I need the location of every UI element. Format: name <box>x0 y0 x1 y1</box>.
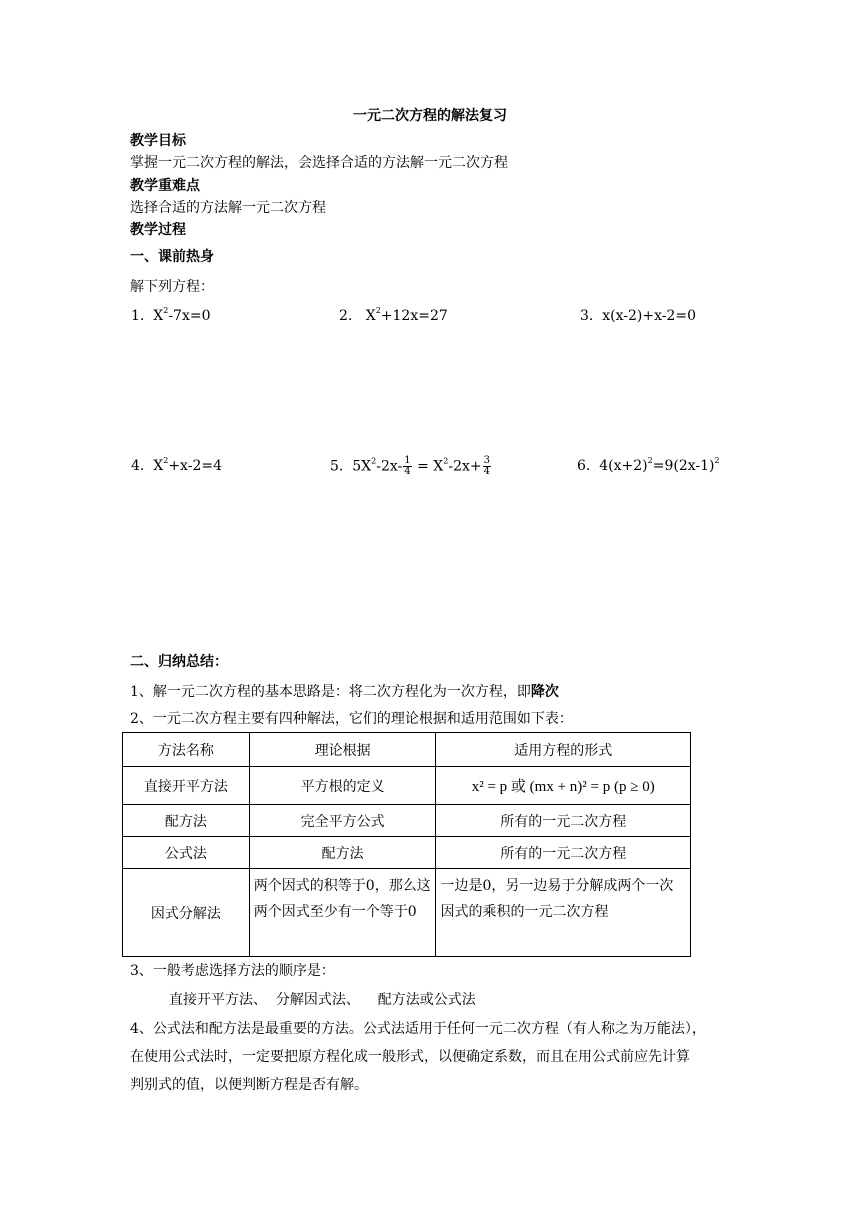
exponent: 2 <box>647 456 653 465</box>
fraction-denominator: 4 <box>404 466 411 477</box>
exponent: 2 <box>714 456 720 465</box>
table-cell-form: 所有的一元二次方程 <box>436 837 691 869</box>
equation-number: 5. <box>330 458 344 475</box>
table-row <box>123 805 691 837</box>
table-cell-basis: 两个因式的积等于0，那么这两个因式至少有一个等于0 <box>249 869 436 957</box>
summary-item-4-line-3: 判别式的值，以便判断方程是否有解。 <box>130 1077 368 1093</box>
exponent: 2 <box>371 456 377 466</box>
table-cell-method: 配方法 <box>123 805 250 837</box>
goal-text: 掌握一元二次方程的解法，会选择合适的方法解一元二次方程 <box>130 155 508 171</box>
goal-heading: 教学目标 <box>130 133 186 149</box>
section2-heading: 二、归纳总结： <box>130 654 228 670</box>
equation-number: 6. <box>577 458 591 474</box>
table-cell-method: 直接开平方法 <box>123 767 250 805</box>
table-header: 适用方程的形式 <box>436 733 691 767</box>
section1-intro: 解下列方程： <box>130 279 214 295</box>
summary-item-1-keyword: 降次 <box>530 684 559 700</box>
summary-item-1-text: 1、解一元二次方程的基本思路是：将二次方程化为一次方程，即 <box>130 684 531 700</box>
equation-1 <box>131 306 211 326</box>
equation-part: x(x-2)+x-2=0 <box>602 308 697 324</box>
equation-part: = X <box>412 458 444 475</box>
equation-part: X <box>365 308 376 324</box>
table-cell-basis: 平方根的定义 <box>249 767 436 805</box>
table-row <box>123 767 691 805</box>
equation-4 <box>131 456 222 476</box>
table-row <box>123 869 691 957</box>
summary-item-2: 2、一元二次方程主要有四种解法，它们的理论根据和适用范围如下表： <box>130 711 573 727</box>
equation-part: +12x=27 <box>380 308 448 324</box>
fraction <box>403 456 411 477</box>
summary-item-1 <box>130 682 559 702</box>
equation-2 <box>339 306 448 326</box>
table-header-row <box>123 733 691 767</box>
equation-part: X <box>153 458 164 474</box>
summary-item-4-line-1: 4、公式法和配方法是最重要的方法。公式法适用于任何一元二次方程（有人称之为万能法）， <box>130 1021 706 1037</box>
equation-part: +x-2=4 <box>168 458 222 474</box>
table-cell-basis: 完全平方公式 <box>249 805 436 837</box>
table-header: 方法名称 <box>123 733 250 767</box>
equation-number: 3. <box>580 308 594 324</box>
exponent: 2 <box>375 306 381 315</box>
equation-part: -2x- <box>376 458 403 475</box>
fraction-denominator: 4 <box>483 466 490 477</box>
equation-number: 4. <box>131 458 145 474</box>
table-cell-form: 一边是0，另一边易于分解成两个一次因式的乘积的一元二次方程 <box>436 869 691 957</box>
table-cell-method: 因式分解法 <box>123 869 250 957</box>
exponent: 2 <box>163 456 169 465</box>
fraction-numerator: 1 <box>404 455 411 466</box>
table-cell-basis: 配方法 <box>249 837 436 869</box>
equation-6 <box>577 456 720 476</box>
table-cell-method: 公式法 <box>123 837 250 869</box>
equation-5 <box>330 456 492 477</box>
equation-part: 5X <box>352 458 372 475</box>
exponent: 2 <box>163 306 169 315</box>
equation-part: =9(2x-1) <box>652 458 715 474</box>
summary-item-4-line-2: 在使用公式法时，一定要把原方程化成一般形式，以便确定系数，而且在用公式前应先计算 <box>130 1049 690 1065</box>
equation-part: -2x+ <box>448 458 482 475</box>
section1-heading: 一、课前热身 <box>130 249 214 265</box>
equation-number: 1. <box>131 308 145 324</box>
key-heading: 教学重难点 <box>130 178 200 194</box>
summary-item-3: 3、一般考虑选择方法的顺序是： <box>130 963 335 979</box>
methods-table <box>122 732 691 957</box>
exponent: 2 <box>443 456 449 466</box>
equation-part: -7x=0 <box>168 308 211 324</box>
key-text: 选择合适的方法解一元二次方程 <box>130 200 326 216</box>
fraction <box>483 456 491 477</box>
equation-part: 4(x+2) <box>599 458 648 474</box>
table-header: 理论根据 <box>249 733 436 767</box>
process-heading: 教学过程 <box>130 222 186 238</box>
table-cell-form: 所有的一元二次方程 <box>436 805 691 837</box>
table-cell-form: x² = p 或 (mx + n)² = p (p ≥ 0) <box>436 767 691 805</box>
fraction-numerator: 3 <box>483 455 490 466</box>
page-title: 一元二次方程的解法复习 <box>353 108 507 124</box>
equation-3 <box>580 306 696 326</box>
equation-part: X <box>153 308 164 324</box>
equation-number: 2. <box>339 308 353 324</box>
table-row <box>123 837 691 869</box>
summary-method-order: 直接开平方法、 分解因式法、 配方法或公式法 <box>169 992 476 1008</box>
